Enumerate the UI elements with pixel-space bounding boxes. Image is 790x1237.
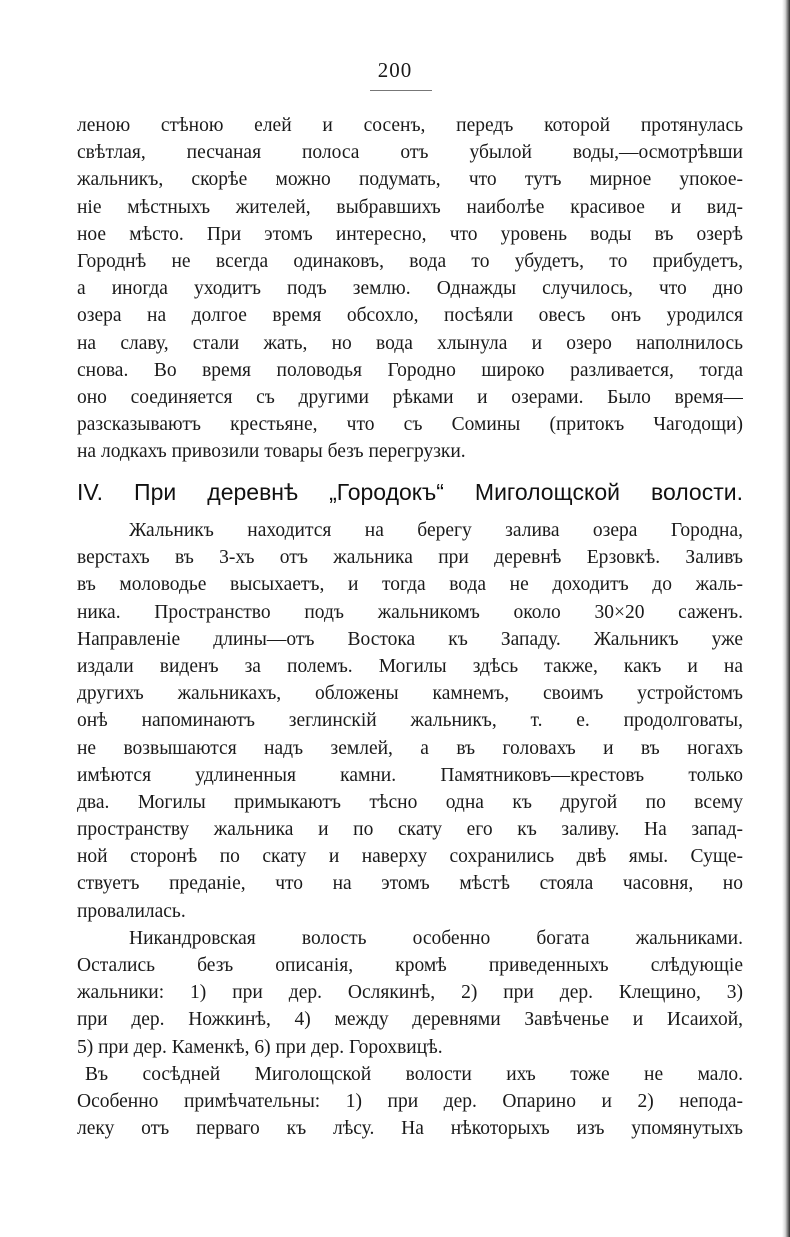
text-line: пространству жальника и по скату его къ заливу. На запад- bbox=[77, 819, 743, 841]
text-line: другихъ жальникахъ, обложены камнемъ, своимъ устройстомъ bbox=[77, 683, 743, 705]
text-line: леку отъ перваго къ лѣсу. На нѣкоторыхъ изъ упомянутыхъ bbox=[77, 1118, 743, 1140]
text-line: ное мѣсто. При этомъ интересно, что уровень воды въ озерѣ bbox=[77, 223, 743, 245]
text-line: леною стѣною елей и сосенъ, передъ которой протянулась bbox=[77, 115, 743, 136]
text-line: два. Могилы примыкаютъ тѣсно одна къ другой по всему bbox=[77, 791, 743, 813]
page-number-rule bbox=[370, 90, 432, 91]
text-line: верстахъ въ 3-хъ отъ жальника при деревнѣ Ерзовкѣ. Заливъ bbox=[77, 547, 743, 569]
text-line: Въ сосѣдней Миголощской волости ихъ тоже не мало. bbox=[85, 1063, 743, 1085]
section-body bbox=[77, 517, 743, 1142]
text-line: Особенно примѣчательны: 1) при дер. Опарино и 2) непода- bbox=[77, 1090, 743, 1112]
text-line: Никандровская волость особенно богата жальниками. bbox=[129, 927, 743, 949]
text-line: провалилась. bbox=[77, 900, 186, 922]
text-line: оно соединяется съ другими рѣками и озерами. Было время— bbox=[77, 386, 743, 408]
text-line: 5) при дер. Каменкѣ, 6) при дер. Горохвицѣ. bbox=[77, 1036, 443, 1058]
text-line: разсказываютъ крестьяне, что съ Сомины (притокъ Чагодощи) bbox=[77, 414, 743, 436]
text-line: свѣтлая, песчаная полоса отъ убылой воды,—осмотрѣвши bbox=[77, 142, 743, 164]
text-line: ніе мѣстныхъ жителей, выбравшихъ наиболѣе красивое и вид- bbox=[77, 196, 743, 218]
text-line: Остались безъ описанія, кромѣ приведенныхъ слѣдующіе bbox=[77, 955, 743, 976]
text-line: Направленіе длины—отъ Востока къ Западу. Жальникъ уже bbox=[77, 628, 743, 650]
text-line: не возвышаются надъ землей, а въ головахъ и въ ногахъ bbox=[77, 737, 743, 759]
text-line: Городнѣ не всегда одинаковъ, вода то убудетъ, то прибудетъ, bbox=[77, 250, 743, 272]
text-line: при дер. Ножкинѣ, 4) между деревнями Завѣченье и Исаихой, bbox=[77, 1009, 743, 1031]
text-line: ника. Пространство подъ жальникомъ около 30×20 саженъ. bbox=[77, 601, 743, 623]
text-line: на славу, стали жать, но вода хлынула и озеро наполнилось bbox=[77, 332, 743, 354]
text-line: Жальникъ находится на берегу залива озера Городна, bbox=[129, 520, 743, 541]
page-edge-shadow bbox=[782, 0, 790, 1237]
text-line: въ моловодье высыхаетъ, и тогда вода не доходитъ до жаль- bbox=[77, 574, 743, 596]
text-line: а иногда уходитъ подъ землю. Однажды случилось, что дно bbox=[77, 278, 743, 300]
text-line: снова. Во время половодья Городно широко разливается, тогда bbox=[77, 359, 743, 381]
text-line: ствуетъ преданіе, что на этомъ мѣстѣ стояла часовня, но bbox=[77, 873, 743, 895]
text-line: жальникъ, скорѣе можно подумать, что тутъ мирное упокое- bbox=[77, 169, 743, 191]
text-line: жальники: 1) при дер. Ослякинѣ, 2) при дер. Клещино, 3) bbox=[77, 982, 743, 1004]
text-line: имѣются удлиненныя камни. Памятниковъ—крестовъ только bbox=[77, 764, 743, 786]
text-line: издали виденъ за полемъ. Могилы здѣсь также, какъ и на bbox=[77, 655, 743, 677]
text-line: ной сторонѣ по скату и наверху сохранились двѣ ямы. Суще- bbox=[77, 846, 743, 868]
text-line: озера на долгое время обсохло, посѣяли овесъ онъ уродился bbox=[77, 305, 743, 327]
paragraph-continuation bbox=[77, 112, 743, 465]
page-number: 200 bbox=[377, 58, 413, 82]
section-heading: IV. При деревнѣ „Городокъ“ Миголощской волости. bbox=[77, 479, 743, 505]
text-line: онѣ напоминаютъ зеглинскій жальникъ, т. е. продолговаты, bbox=[77, 710, 743, 732]
text-line: на лодкахъ привозили товары безъ перегрузки. bbox=[77, 441, 466, 463]
